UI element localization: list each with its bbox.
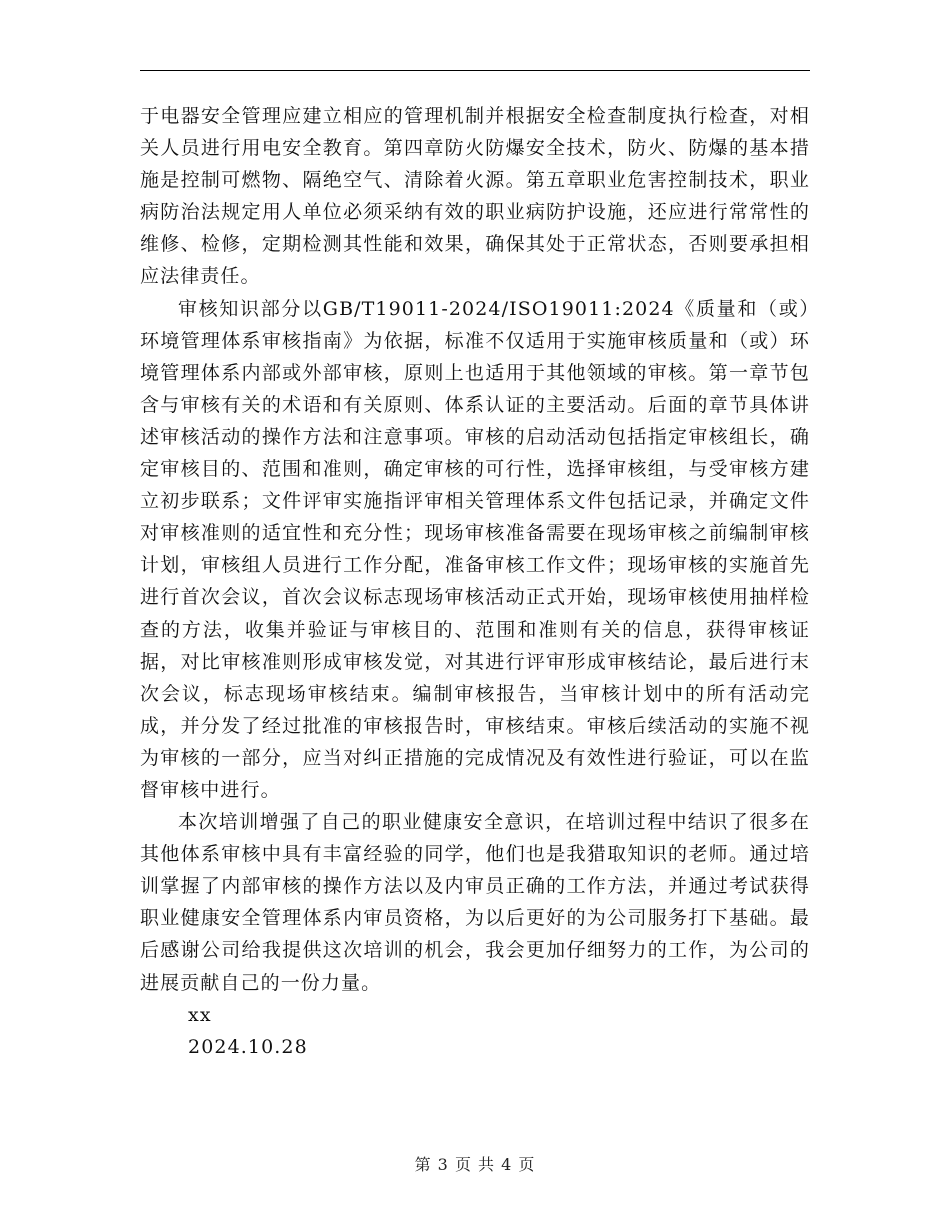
document-body xyxy=(140,100,810,1063)
signature-date: 2024.10.28 xyxy=(188,1035,308,1058)
paragraph-training-summary: 本次培训增强了自己的职业健康安全意识，在培训过程中结识了很多在其他体系审核中具有丰富经验的同学，他们也是我猎取知识的老师。通过培训掌握了内部审核的操作方法以及内审员正确的工作方法，并通过考试获得职业健康安全管理体系内审员资格，为以后更好的为公司服务打下基础。最后感谢公司给我提供这次培训的机会，我会更加仔细努力的工作，为公司的进展贡献自己的一份力量。 xyxy=(140,811,810,994)
header-rule xyxy=(140,70,810,71)
page-number-footer: 第 3 页 共 4 页 xyxy=(414,1155,536,1174)
signature-name: xx xyxy=(188,1003,212,1026)
paragraph-audit-knowledge: 审核知识部分以GB/T19011-2024/ISO19011:2024《质量和（或）环境管理体系审核指南》为依据，标准不仅适用于实施审核质量和（或）环境管理体系内部或外部审核，原则上也适用于其他领域的审核。第一章节包含与审核有关的术语和有关原则、体系认证的主要活动。后面的章节具体讲述审核活动的操作方法和注意事项。审核的启动活动包括指定审核组长，确定审核目的、范围和准则，确定审核的可行性，选择审核组，与受审核方建立初步联系；文件评审实施指评审相关管理体系文件包括记录，并确定文件对审核准则的适宜性和充分性；现场审核准备需要在现场审核之前编制审核计划，审核组人员进行工作分配，准备审核工作文件；现场审核的实施首先进行首次会议，首次会议标志现场审核活动正式开始，现场审核使用抽样检查的方法，收集并验证与审核目的、范围和准则有关的信息，获得审核证据，对比审核准则形成审核发觉，对其进行评审形成审核结论，最后进行末次会议，标志现场审核结束。编制审核报告，当审核计划中的所有活动完成，并分发了经过批准的审核报告时，审核结束。审核后续活动的实施不视为审核的一部分，应当对纠正措施的完成情况及有效性进行验证，可以在监督审核中进行。 xyxy=(140,297,810,801)
paragraph-continuation: 于电器安全管理应建立相应的管理机制并根据安全检查制度执行检查，对相关人员进行用电安全教育。第四章防火防爆安全技术，防火、防爆的基本措施是控制可燃物、隔绝空气、清除着火源。第五章职业危害控制技术，职业病防治法规定用人单位必须采纳有效的职业病防护设施，还应进行常常性的维修、检修，定期检测其性能和效果，确保其处于正常状态，否则要承担相应法律责任。 xyxy=(140,105,810,288)
